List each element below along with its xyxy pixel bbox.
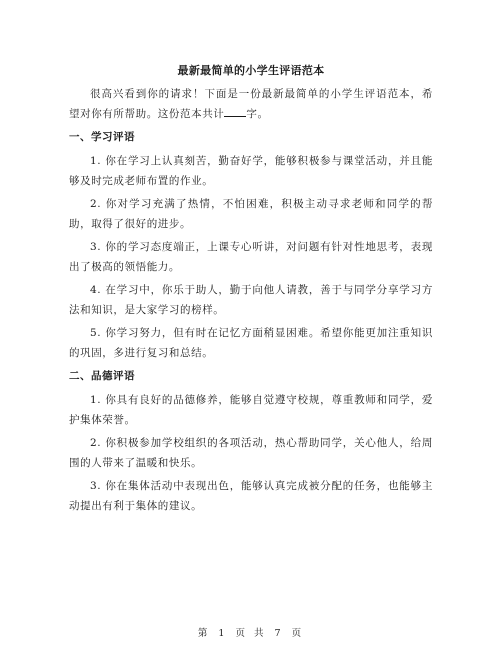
footer-current-page: 1 bbox=[218, 628, 228, 639]
morality-comment-2: 2. 你积极参加学校组织的各项活动，热心帮助同学，关心他人，给周围的人带来了温暖和快乐。 bbox=[69, 437, 433, 469]
document-title: 最新最简单的小学生评语范本 bbox=[177, 64, 325, 77]
intro-paragraph bbox=[69, 84, 433, 124]
study-comment-4: 4. 在学习中，你乐于助人，勤于向他人请教，善于与同学分享学习方法和知识，是大家学习的榜样。 bbox=[69, 284, 433, 316]
footer-suffix: 页 bbox=[291, 628, 305, 639]
intro-text: 很高兴看到你的请求！下面是一份最新最简单的小学生评语范本，希望对你有所帮助。这份范本共计 bbox=[69, 88, 433, 120]
word-count-blank bbox=[224, 106, 246, 117]
footer-middle: 页 共 bbox=[235, 628, 267, 639]
morality-comment-3: 3. 你在集体活动中表现出色，能够认真完成被分配的任务，也能够主动提出有利于集体的建议。 bbox=[69, 480, 433, 512]
page-footer bbox=[0, 625, 502, 639]
section-heading-study: 一、学习评语 bbox=[69, 131, 135, 143]
intro-text-end: 字。 bbox=[246, 108, 269, 120]
footer-prefix: 第 bbox=[197, 628, 211, 639]
study-comment-5: 5. 你学习努力，但有时在记忆方面稍显困难。希望你能更加注重知识的巩固，多进行复习和总结。 bbox=[69, 327, 433, 359]
morality-comment-1: 1. 你具有良好的品德修养，能够自觉遵守校规，尊重教师和同学，爱护集体荣誉。 bbox=[69, 394, 433, 426]
study-comment-3: 3. 你的学习态度端正，上课专心听讲，对问题有针对性地思考，表现出了极高的领悟能力。 bbox=[69, 241, 433, 273]
section-heading-morality: 二、品德评语 bbox=[69, 370, 135, 382]
document-body bbox=[69, 84, 433, 519]
study-comment-2: 2. 你对学习充满了热情，不怕困难，积极主动寻求老师和同学的帮助，取得了很好的进步。 bbox=[69, 198, 433, 230]
study-comment-1: 1. 你在学习上认真刻苦，勤奋好学，能够积极参与课堂活动，并且能够及时完成老师布置的作业。 bbox=[69, 155, 433, 187]
footer-total-pages: 7 bbox=[274, 628, 284, 639]
